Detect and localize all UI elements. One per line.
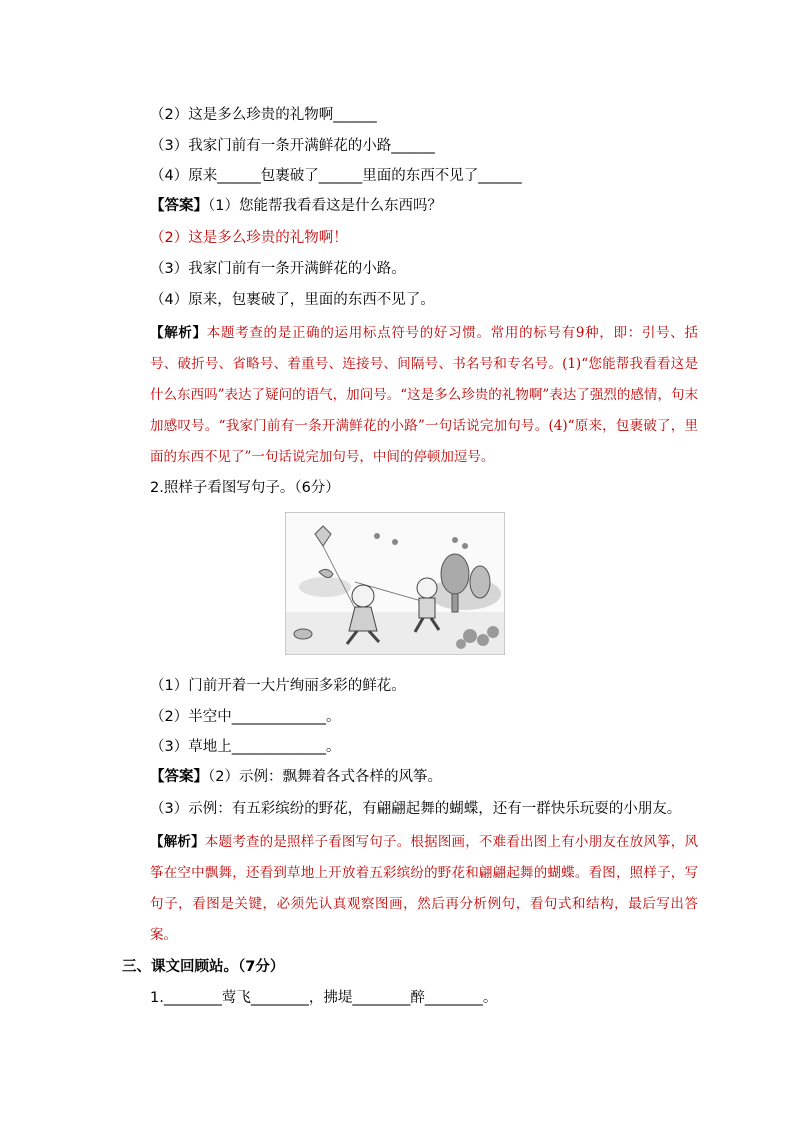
analysis-tag: 【解析】: [150, 834, 205, 850]
q2-answer-line-3: （3）示例：有五彩缤纷的野花，有翩翩起舞的蝴蝶，还有一群快乐玩耍的小朋友。: [150, 801, 682, 817]
answer-text-1: （1）您能帮我看看这是什么东西吗？: [208, 198, 442, 214]
question-2-title: 2.照样子看图写句子。（6分）: [150, 480, 340, 496]
answer-tag: 【答案】: [150, 769, 208, 785]
q2-answer-line-2: [150, 767, 442, 787]
analysis-block-2: [150, 827, 698, 951]
section-3-title: 三、课文回顾站。（7分）: [122, 959, 285, 975]
analysis-tag: 【解析】: [150, 325, 207, 341]
question-item-2: （2）这是多么珍贵的礼物啊______: [150, 107, 377, 123]
question-item-3: （3）我家门前有一条开满鲜花的小路______: [150, 138, 435, 154]
analysis-text-1: 本题考查的是正确的运用标点符号的好习惯。常用的标号有9种，即：引号、括号、破折号、省略号、着重号、连接号、间隔号、书名号和专名号。(1)“您能帮我看看这是什么东西吗”表达了疑问的语气，加问号。“这是多么珍贵的礼物啊”表达了强烈的感情，句末加感叹号。“我家门前有一条开满鲜花的小路”一句话说完加句号。(4)“原来，包裹破了，里面的东西不见了”一句话说完加句号，中间的停顿加逗号。: [150, 325, 698, 465]
q2-item-2: （2）半空中_____________。: [150, 709, 341, 725]
answer-line-4: （4）原来，包裹破了，里面的东西不见了。: [150, 292, 435, 308]
answer-tag: 【答案】: [150, 198, 208, 214]
question-item-4: （4）原来______包裹破了______里面的东西不见了______: [150, 168, 522, 184]
q2-answer-text-2: （2）示例：飘舞着各式各样的风筝。: [208, 769, 442, 785]
analysis-text-2: 本题考查的是照样子看图写句子。根据图画，不难看出图上有小朋友在放风筝，风筝在空中飘舞，还看到草地上开放着五彩缤纷的野花和翩翩起舞的蝴蝶。看图，照样子，写句子，看图是关键，必须先认真观察图画，然后再分析例句，看句式和结构，最后写出答案。: [150, 834, 699, 943]
answer-line-2: （2）这是多么珍贵的礼物啊！: [150, 230, 348, 246]
answer-line-1: [150, 196, 442, 216]
q2-item-1: （1）门前开着一大片绚丽多彩的鲜花。: [150, 678, 406, 694]
answer-line-3: （3）我家门前有一条开满鲜花的小路。: [150, 261, 406, 277]
section-3-item-1: 1.________莺飞________，拂堤________醉________。: [150, 990, 498, 1006]
q2-item-3: （3）草地上_____________。: [150, 739, 341, 755]
analysis-block-1: [150, 318, 698, 473]
kite-illustration: [285, 512, 505, 655]
